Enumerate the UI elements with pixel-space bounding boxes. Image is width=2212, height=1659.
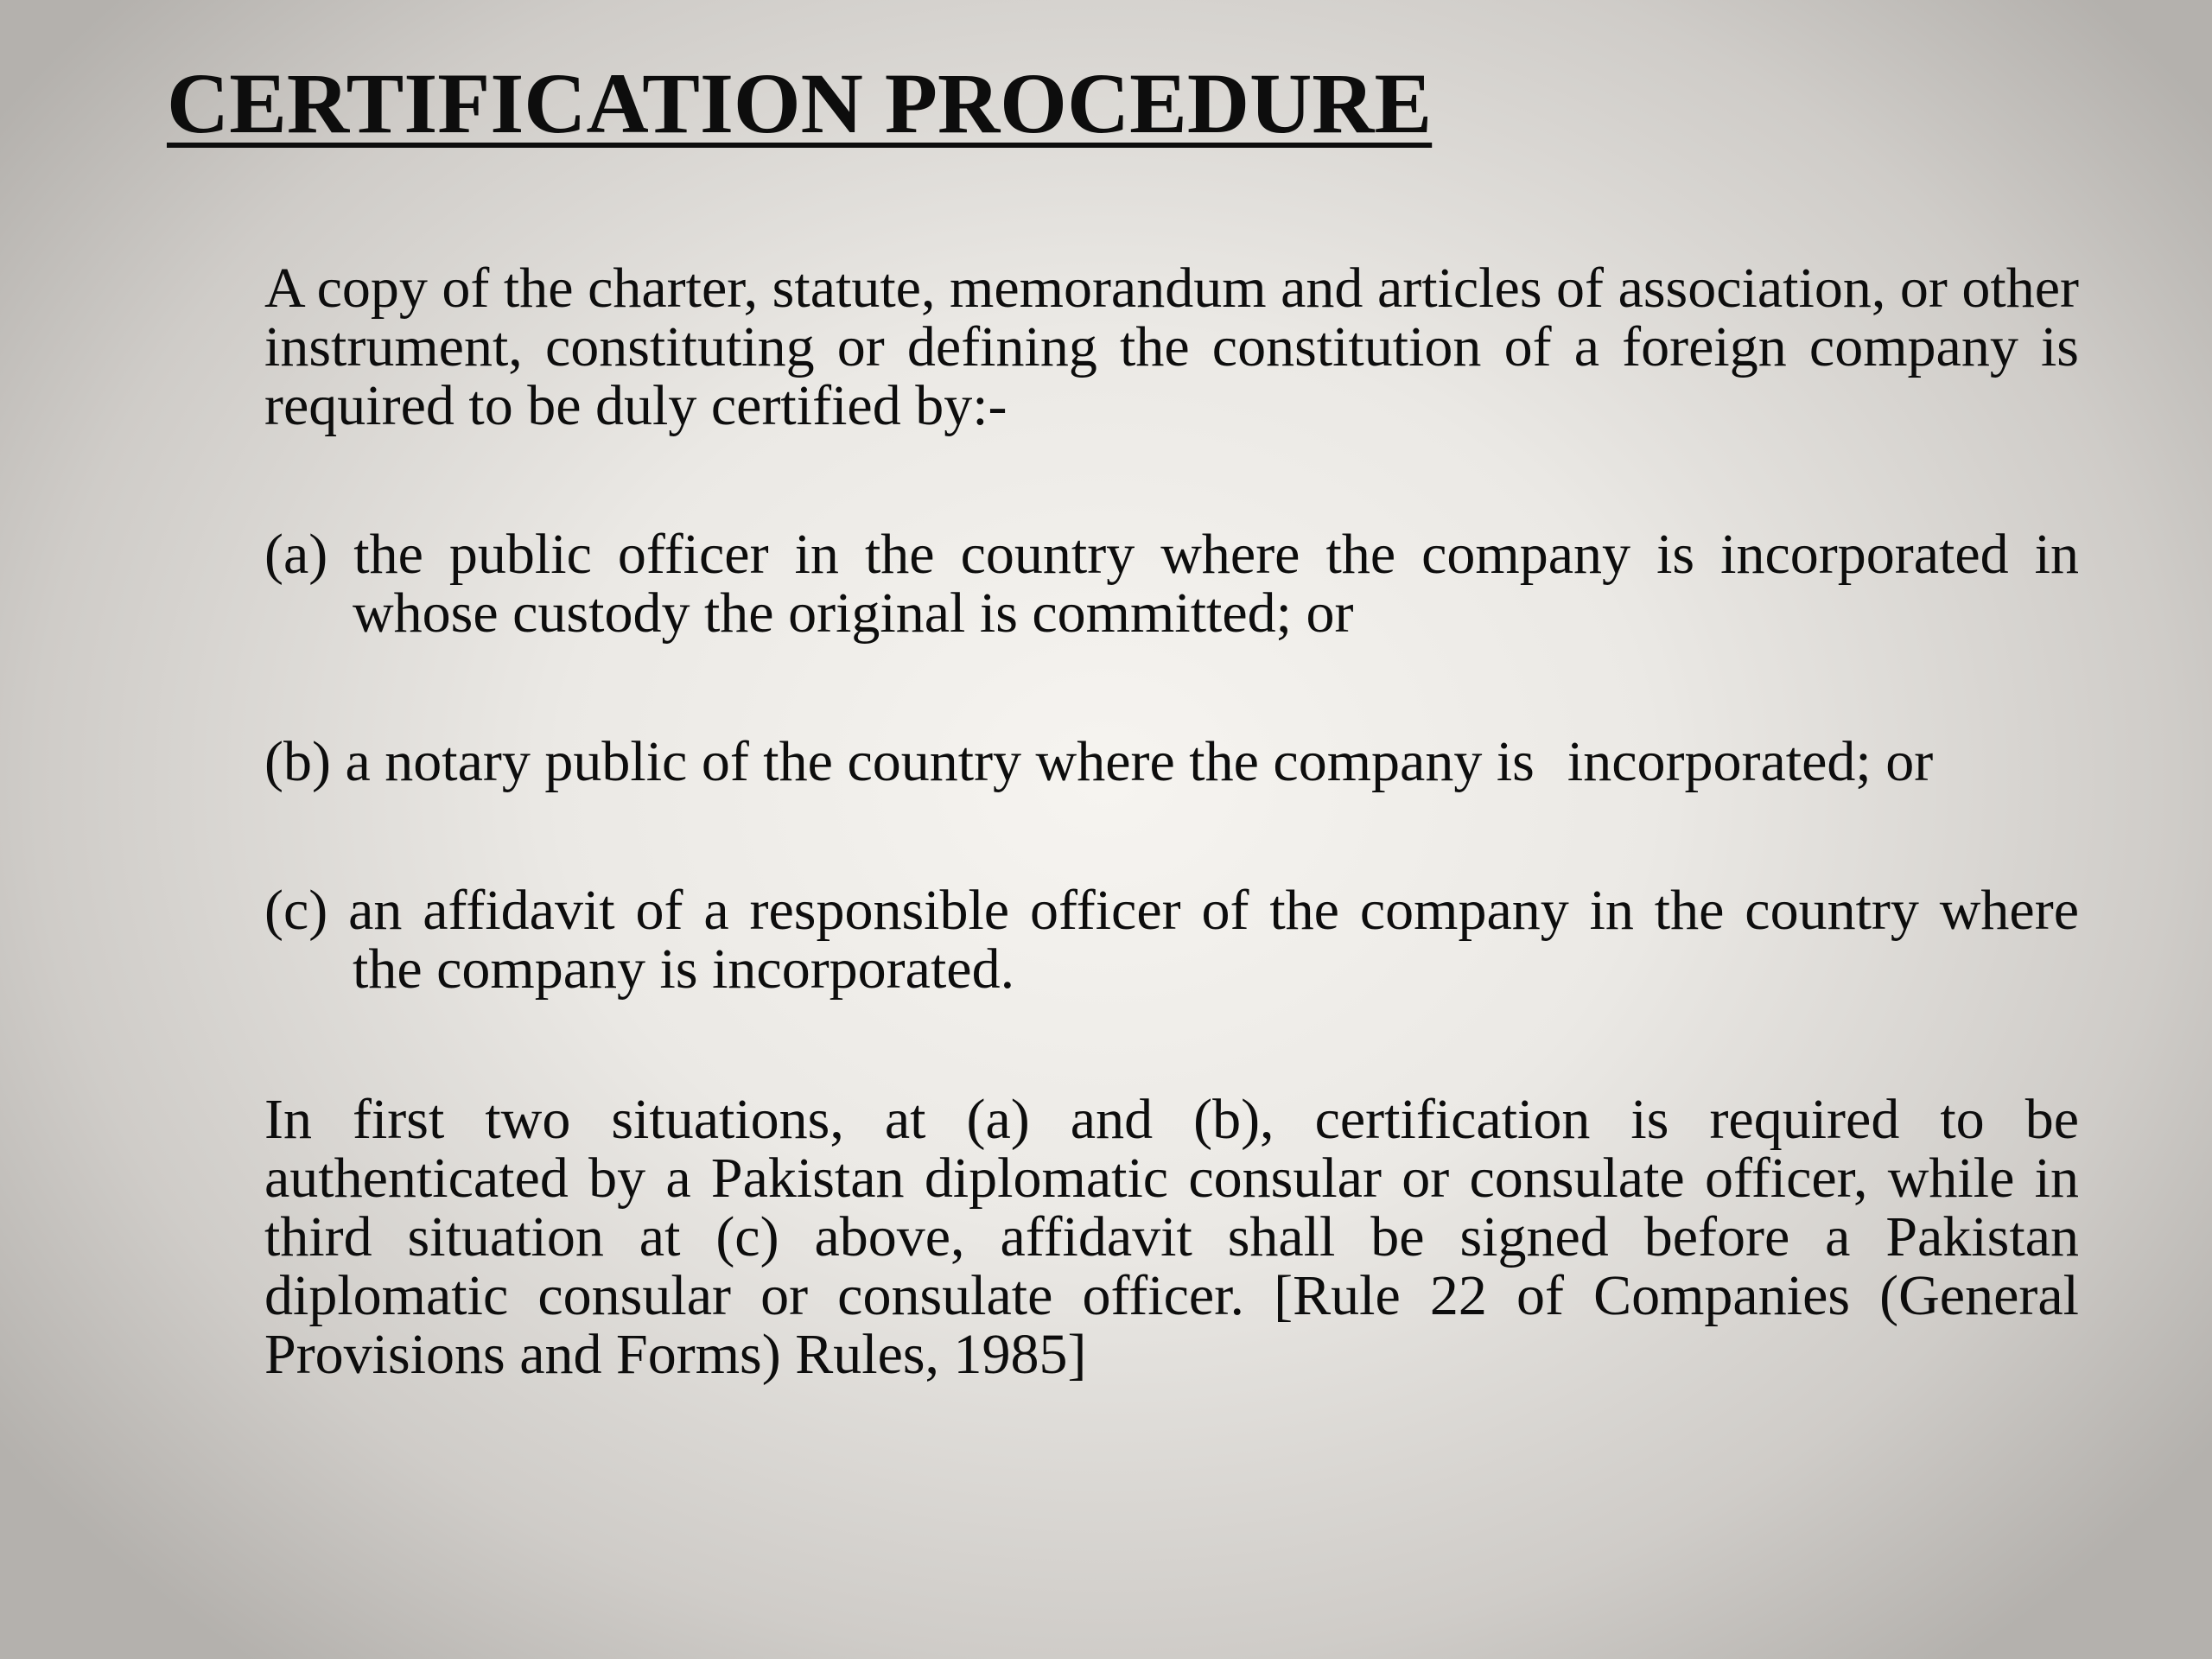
list-item-b-text: (b) a notary public of the country where the company is: [264, 730, 1535, 793]
closing-paragraph: In first two situations, at (a) and (b), certification is required to be authenticated by a Pakistan diplomatic consular or consulate officer, while in third situation at (c) above, affidavit shall be signed before a Pakistan diplomatic consular or consulate officer. [Rule 22 of Companies (General Provisions and Forms) Rules, 1985]: [264, 1088, 2079, 1386]
list-item-c: (c) an affidavit of a responsible officer of the company in the country where the company is incorporated.: [264, 879, 2079, 1001]
slide-title: CERTIFICATION PROCEDURE: [167, 55, 1433, 151]
intro-paragraph: A copy of the charter, statute, memorandum and articles of association, or other instrument, constituting or defining the constitution of a foreign company is required to be duly certified by:-: [264, 257, 2079, 437]
slide-body: [264, 259, 2079, 1384]
list-item-b: [264, 730, 2079, 793]
list-item-b-text-end: incorporated; or: [1567, 730, 1934, 793]
list-item-a: (a) the public officer in the country where the company is incorporated in whose custody the original is committed; or: [264, 523, 2079, 645]
